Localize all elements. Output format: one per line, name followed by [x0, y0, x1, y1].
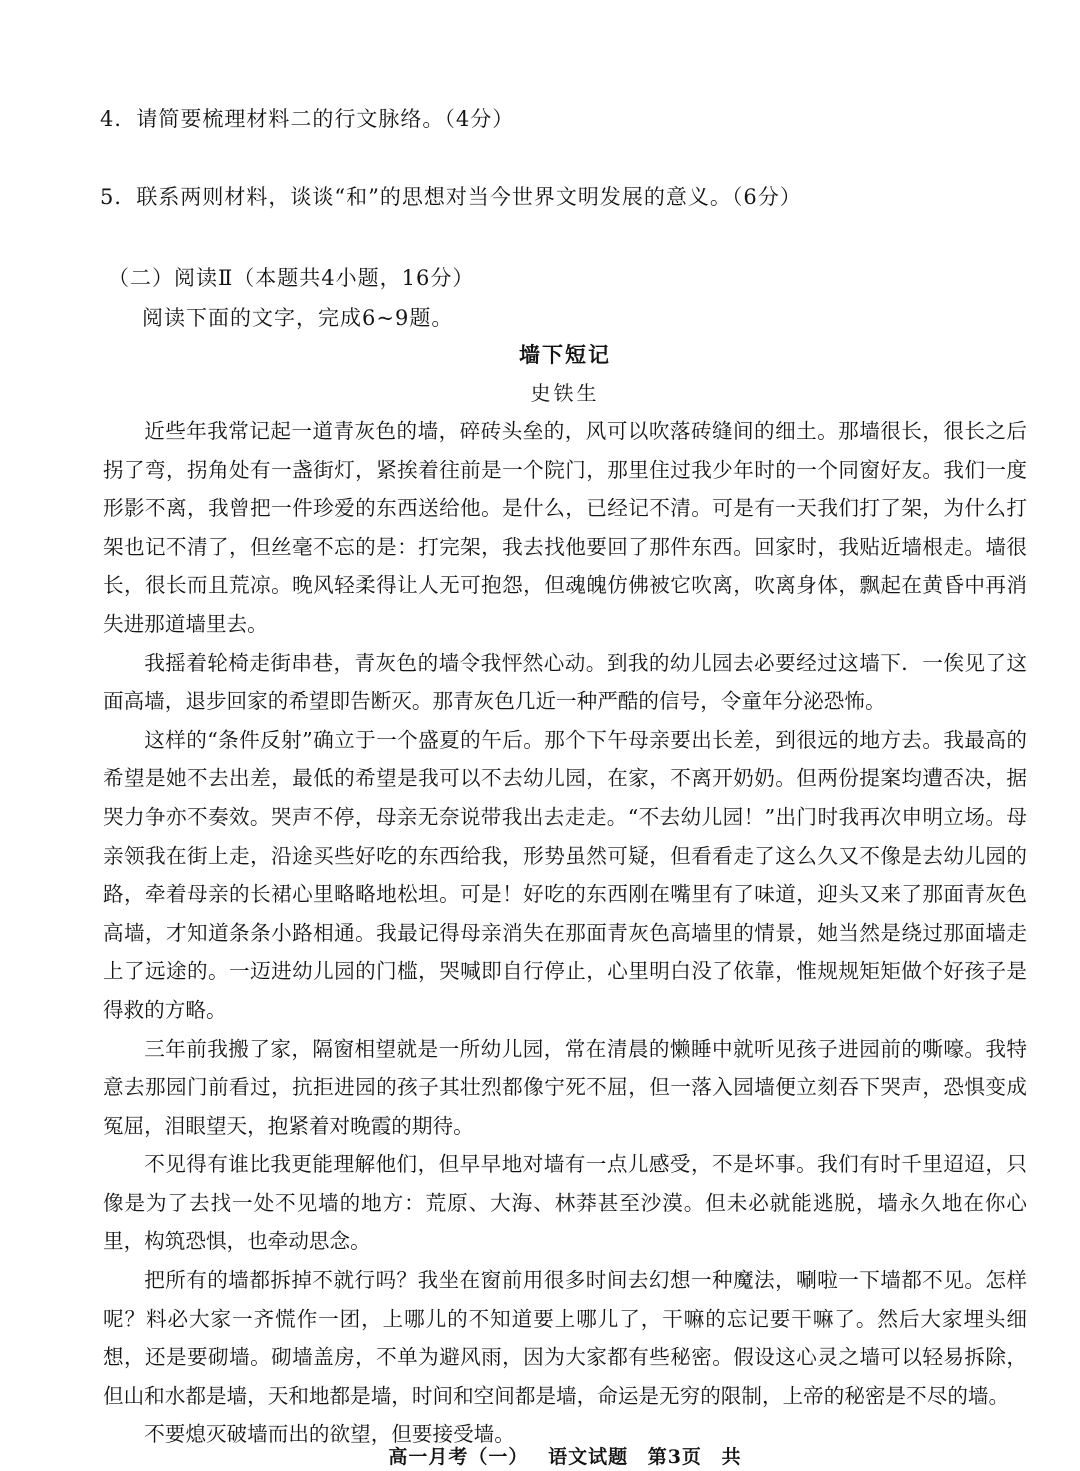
article-paragraph: 这样的“条件反射”确立于一个盛夏的午后。那个下午母亲要出长差，到很远的地方去。我最高的希望是她不去出差，最低的希望是我可以不去幼儿园，在家，不离开奶奶。但两份提案均遭否决，据哭力争亦不奏效。哭声不停，母亲无奈说带我出去走走。“不去幼儿园！”出门时我再次申明立场。母亲领我在街上走，沿途买些好吃的东西给我，形势虽然可疑，但看看走了这么久又不像是去幼儿园的路，牵着母亲的长裙心里略略地松坦。可是！好吃的东西刚在嘴里有了味道，迎头又来了那面青灰色高墙，才知道条条小路相通。我最记得母亲消失在那面青灰色高墙里的情景，她当然是绕过那面墙走上了远途的。一迈进幼儿园的门槛，哭喊即自行停止，心里明白没了依靠，惟规规矩矩做个好孩子是得救的方略。 — [103, 727, 1027, 1022]
article-title: 墙下短记 — [519, 342, 611, 367]
article-paragraph: 不见得有谁比我更能理解他们，但早早地对墙有一点儿感受，不是坏事。我们有时千里迢迢，只像是为了去找一处不见墙的地方：荒原、大海、林莽甚至沙漠。但未必就能逃脱，墙永久地在你心里，构筑恐惧，也牵动思念。 — [103, 1152, 1027, 1254]
footer-page-number: 第3页 — [647, 1446, 702, 1468]
section-heading: （二）阅读Ⅱ（本题共4小题，16分） — [108, 266, 475, 290]
article-paragraph: 把所有的墙都拆掉不就行吗？我坐在窗前用很多时间去幻想一种魔法，唰啦一下墙都不见。怎样呢？料必大家一齐慌作一团，上哪儿的不知道要上哪儿了，干嘛的忘记要干嘛了。然后大家埋头细想，还是要砌墙。砌墙盖房，不单为避风雨，因为大家都有些秘密。假设这心灵之墙可以轻易拆除，但山和水都是墙，天和地都是墙，时间和空间都是墙，命运是无穷的限制，上帝的秘密是不尽的墙。 — [103, 1268, 1027, 1408]
reading-instruction: 阅读下面的文字，完成6~9题。 — [142, 306, 454, 330]
footer-exam-name: 高一月考（一） — [388, 1446, 529, 1468]
article-paragraph: 我摇着轮椅走街串巷，青灰色的墙令我怦然心动。到我的幼儿园去必要经过这墙下．一俟见了这面高墙，退步回家的希望即告断灭。那青灰色几近一种严酷的信号，令童年分泌恐怖。 — [103, 650, 1027, 714]
question-4: 4．请简要梳理材料二的行文脉络。（4分） — [100, 107, 515, 131]
article-paragraph: 三年前我搬了家，隔窗相望就是一所幼儿园，常在清晨的懒睡中就听见孩子进园前的嘶嚎。我特意去那园门前看过，抗拒进园的孩子其壮烈都像宁死不屈，但一落入园墙便立刻吞下哭声，恐惧变成冤屈，泪眼望天，抱紧着对晚霞的期待。 — [103, 1036, 1027, 1138]
page-footer — [0, 1442, 1080, 1469]
article-paragraph: 近些年我常记起一道青灰色的墙，碎砖头垒的，风可以吹落砖缝间的细土。那墙很长，很长之后拐了弯，拐角处有一盏街灯，紧挨着往前是一个院门，那里住过我少年时的一个同窗好友。我们一度形影不离，我曾把一件珍爱的东西送给他。是什么，已经记不清。可是有一天我们打了架，为什么打架也记不清了，但丝毫不忘的是：打完架，我去找他要回了那件东西。回家时，我贴近墙根走。墙很长，很长而且荒凉。晚风轻柔得让人无可抱怨，但魂魄仿佛被它吹离，吹离身体，飘起在黄昏中再消失进那道墙里去。 — [103, 419, 1027, 636]
article-paragraph: 不要熄灭破墙而出的欲望，但要接受墙。 — [144, 1422, 515, 1447]
article-author: 史铁生 — [530, 381, 600, 405]
question-5: 5．联系两则材料，谈谈“和”的思想对当今世界文明发展的意义。（6分） — [100, 185, 802, 209]
footer-subject: 语文试题 — [548, 1446, 629, 1468]
footer-total: 共 — [721, 1446, 742, 1468]
article-body — [103, 412, 1027, 1454]
